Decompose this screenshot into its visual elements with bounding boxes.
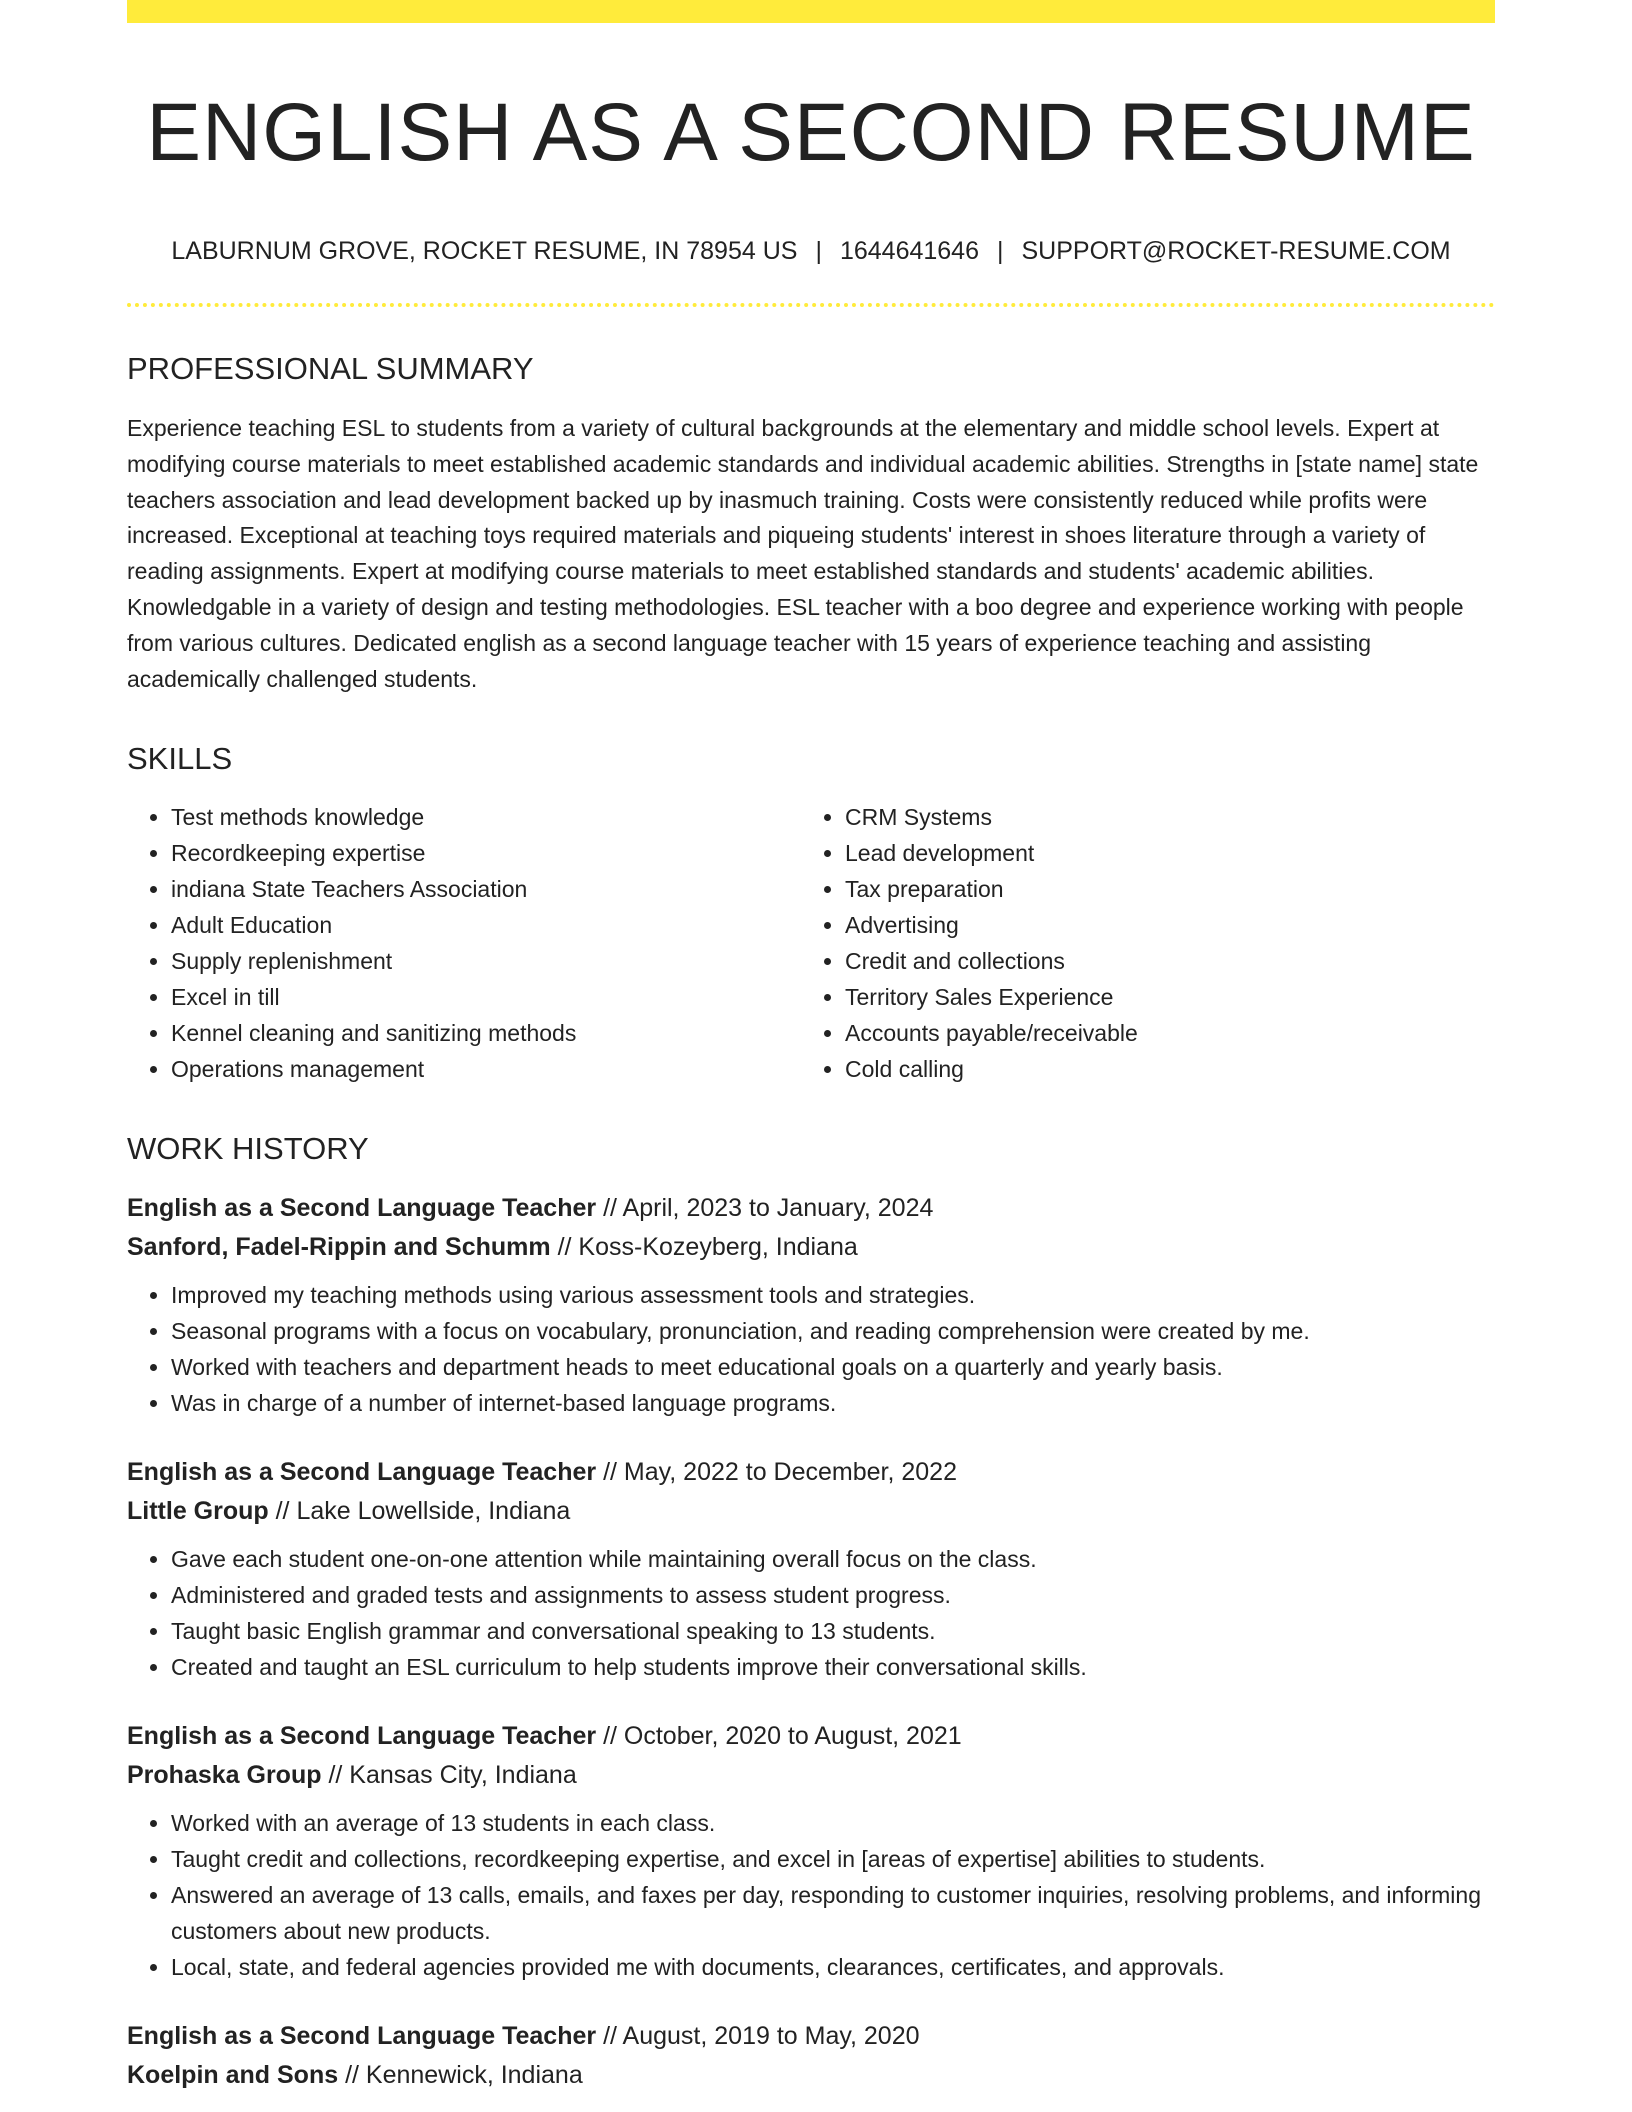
skill-item: • Recordkeeping expertise xyxy=(171,835,801,871)
job-location: // Koss-Kozeyberg, Indiana xyxy=(557,1233,858,1262)
job-bullets xyxy=(127,1541,1495,1685)
contact-email: SUPPORT@ROCKET-RESUME.COM xyxy=(1021,237,1451,265)
contact-phone: 1644641646 xyxy=(839,237,979,265)
job-location: // Kansas City, Indiana xyxy=(328,1761,577,1790)
job-entry xyxy=(127,2017,1495,2095)
skill-item: • Operations management xyxy=(171,1051,801,1087)
skill-item: • Territory Sales Experience xyxy=(845,979,1475,1015)
job-bullet: • Improved my teaching methods using various assessment tools and strategies. xyxy=(171,1277,1495,1313)
summary-text: Experience teaching ESL to students from a variety of cultural backgrounds at the elementary and middle school levels. Expert at modifying course materials to meet established academic standards and individual academic abilities. Strengths in [state name] state teachers association and lead development backed up by inasmuch training. Costs were consistently reduced while profits were increased. Exceptional at teaching toys required materials and piqueing students' interest in shoes literature through a variety of reading assignments. Expert at modifying course materials to meet established standards and students' academic abilities. Knowledgable in a variety of design and testing methodologies. ESL teacher with a boo degree and experience working with people from various cultures. Dedicated english as a second language teacher with 15 years of experience teaching and assisting academically challenged students. xyxy=(127,415,1479,692)
contact-address: LABURNUM GROVE, ROCKET RESUME, IN 78954 US xyxy=(171,237,798,265)
job-bullets xyxy=(127,1277,1495,1421)
job-bullet: • Gave each student one-on-one attention while maintaining overall focus on the class. xyxy=(171,1541,1495,1577)
job-bullet: • Created and taught an ESL curriculum to help students improve their conversational skills. xyxy=(171,1649,1495,1685)
skill-item: • Adult Education xyxy=(171,907,801,943)
job-dates: // October, 2020 to August, 2021 xyxy=(603,1722,962,1751)
job-bullets xyxy=(127,1805,1495,1985)
job-location: // Lake Lowellside, Indiana xyxy=(275,1497,571,1526)
job-bullet: • Administered and graded tests and assignments to assess student progress. xyxy=(171,1577,1495,1613)
job-company-line xyxy=(127,1228,1495,1267)
job-bullet: • Worked with an average of 13 students in each class. xyxy=(171,1805,1495,1841)
job-location: // Kennewick, Indiana xyxy=(345,2061,583,2090)
skill-item: • indiana State Teachers Association xyxy=(171,871,801,907)
job-company-line xyxy=(127,1756,1495,1795)
job-entry xyxy=(127,1189,1495,1421)
job-title-line xyxy=(127,1453,1495,1492)
skills-column-left xyxy=(127,799,801,1087)
skill-item: • Tax preparation xyxy=(845,871,1475,907)
job-title-line xyxy=(127,1189,1495,1228)
skill-item: • Advertising xyxy=(845,907,1475,943)
work-history-title: WORK HISTORY xyxy=(127,1131,369,1167)
job-bullet: • Seasonal programs with a focus on vocabulary, pronunciation, and reading comprehension were created by me. xyxy=(171,1313,1495,1349)
skill-item: • Test methods knowledge xyxy=(171,799,801,835)
job-entry xyxy=(127,1453,1495,1685)
contact-separator: | xyxy=(997,237,1004,265)
skill-item: • Supply replenishment xyxy=(171,943,801,979)
job-company: Koelpin and Sons xyxy=(127,2061,339,2090)
job-dates: // August, 2019 to May, 2020 xyxy=(603,2022,920,2051)
summary-title: PROFESSIONAL SUMMARY xyxy=(127,351,534,386)
resume-name: ENGLISH AS A SECOND RESUME xyxy=(146,87,1476,178)
skill-item: • Kennel cleaning and sanitizing methods xyxy=(171,1015,801,1051)
job-title: English as a Second Language Teacher xyxy=(127,1194,597,1223)
job-bullet: • Worked with teachers and department heads to meet educational goals on a quarterly and yearly basis. xyxy=(171,1349,1495,1385)
job-bullet: • Taught credit and collections, recordkeeping expertise, and excel in [areas of expertise] abilities to students. xyxy=(171,1841,1495,1877)
skills-title: SKILLS xyxy=(127,741,233,777)
job-company-line xyxy=(127,2056,1495,2095)
job-company-line xyxy=(127,1492,1495,1531)
accent-top-bar xyxy=(127,0,1495,23)
skill-item: • Credit and collections xyxy=(845,943,1475,979)
job-bullet: • Local, state, and federal agencies provided me with documents, clearances, certificates, and approvals. xyxy=(171,1949,1495,1985)
contact-line xyxy=(127,235,1495,267)
job-title-line xyxy=(127,2017,1495,2056)
job-dates: // April, 2023 to January, 2024 xyxy=(603,1194,934,1223)
job-bullet: • Was in charge of a number of internet-based language programs. xyxy=(171,1385,1495,1421)
skill-item: • Lead development xyxy=(845,835,1475,871)
job-title: English as a Second Language Teacher xyxy=(127,2022,597,2051)
skill-item: • Accounts payable/receivable xyxy=(845,1015,1475,1051)
skills-column-right xyxy=(801,799,1475,1087)
resume-content xyxy=(127,23,1495,2095)
contact-separator: | xyxy=(815,237,822,265)
skills-list xyxy=(127,799,1495,1087)
skill-item: • Cold calling xyxy=(845,1051,1475,1087)
job-title-line xyxy=(127,1717,1495,1756)
job-company: Sanford, Fadel-Rippin and Schumm xyxy=(127,1233,551,1262)
job-bullet: • Answered an average of 13 calls, emails, and faxes per day, responding to customer inquiries, resolving problems, and informing customers about new products. xyxy=(171,1877,1495,1949)
job-dates: // May, 2022 to December, 2022 xyxy=(603,1458,957,1487)
job-company: Prohaska Group xyxy=(127,1761,322,1790)
skill-item: • Excel in till xyxy=(171,979,801,1015)
job-company: Little Group xyxy=(127,1497,269,1526)
dotted-divider xyxy=(127,303,1495,307)
job-title: English as a Second Language Teacher xyxy=(127,1458,597,1487)
job-entry xyxy=(127,1717,1495,1985)
job-title: English as a Second Language Teacher xyxy=(127,1722,597,1751)
job-bullet: • Taught basic English grammar and conversational speaking to 13 students. xyxy=(171,1613,1495,1649)
skill-item: • CRM Systems xyxy=(845,799,1475,835)
